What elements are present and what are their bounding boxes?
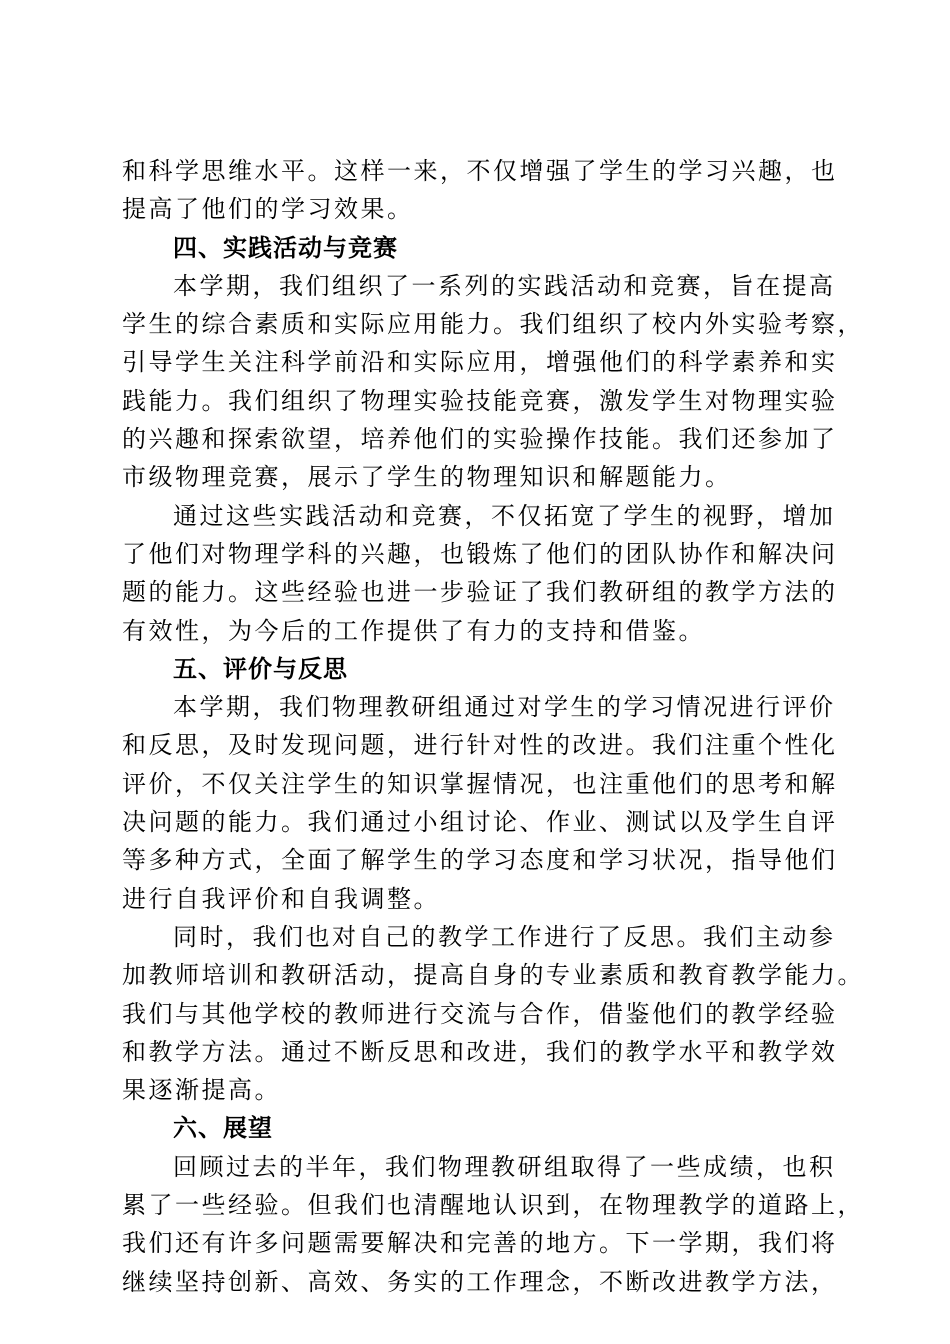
document-body [122, 152, 864, 1301]
text-line: 市级物理竞赛，展示了学生的物理知识和解题能力。 [122, 463, 732, 492]
text-line: 题的能力。这些经验也进一步验证了我们教研组的教学方法的 [122, 578, 838, 607]
section-heading: 五、评价与反思 [173, 654, 348, 683]
text-line: 通过这些实践活动和竞赛，不仅拓宽了学生的视野，增加 [173, 501, 836, 530]
text-line: 累了一些经验。但我们也清醒地认识到，在物理教学的道路上， [122, 1191, 864, 1220]
text-line: 引导学生关注科学前沿和实际应用，增强他们的科学素养和实 [122, 348, 838, 377]
text-line: 加教师培训和教研活动，提高自身的专业素质和教育教学能力。 [122, 961, 864, 990]
text-line: 回顾过去的半年，我们物理教研组取得了一些成绩，也积 [173, 1152, 836, 1181]
section-heading: 六、展望 [173, 1114, 273, 1143]
text-line: 同时，我们也对自己的教学工作进行了反思。我们主动参 [173, 922, 836, 951]
text-line: 决问题的能力。我们通过小组讨论、作业、测试以及学生自评 [122, 808, 838, 837]
text-line: 提高了他们的学习效果。 [122, 195, 414, 224]
text-line: 践能力。我们组织了物理实验技能竞赛，激发学生对物理实验 [122, 386, 838, 415]
text-line: 和反思，及时发现问题，进行针对性的改进。我们注重个性化 [122, 731, 838, 760]
text-line: 本学期，我们物理教研组通过对学生的学习情况进行评价 [173, 693, 836, 722]
text-line: 了他们对物理学科的兴趣，也锻炼了他们的团队协作和解决问 [122, 539, 838, 568]
text-line: 本学期，我们组织了一系列的实践活动和竞赛，旨在提高 [173, 271, 836, 300]
text-line: 的兴趣和探索欲望，培养他们的实验操作技能。我们还参加了 [122, 425, 838, 454]
text-line: 我们与其他学校的教师进行交流与合作，借鉴他们的教学经验 [122, 999, 838, 1028]
section-heading: 四、实践活动与竞赛 [173, 233, 398, 262]
text-line: 和教学方法。通过不断反思和改进，我们的教学水平和教学效 [122, 1037, 838, 1066]
text-line: 进行自我评价和自我调整。 [122, 884, 440, 913]
text-line: 等多种方式，全面了解学生的学习态度和学习状况，指导他们 [122, 846, 838, 875]
text-line: 评价，不仅关注学生的知识掌握情况，也注重他们的思考和解 [122, 769, 838, 798]
text-line: 果逐渐提高。 [122, 1076, 281, 1105]
text-line: 有效性，为今后的工作提供了有力的支持和借鉴。 [122, 616, 705, 645]
text-line: 继续坚持创新、高效、务实的工作理念，不断改进教学方法， [122, 1267, 838, 1296]
text-line: 和科学思维水平。这样一来，不仅增强了学生的学习兴趣，也 [122, 157, 838, 185]
text-line: 学生的综合素质和实际应用能力。我们组织了校内外实验考察， [122, 310, 864, 339]
text-line: 我们还有许多问题需要解决和完善的地方。下一学期，我们将 [122, 1229, 838, 1258]
